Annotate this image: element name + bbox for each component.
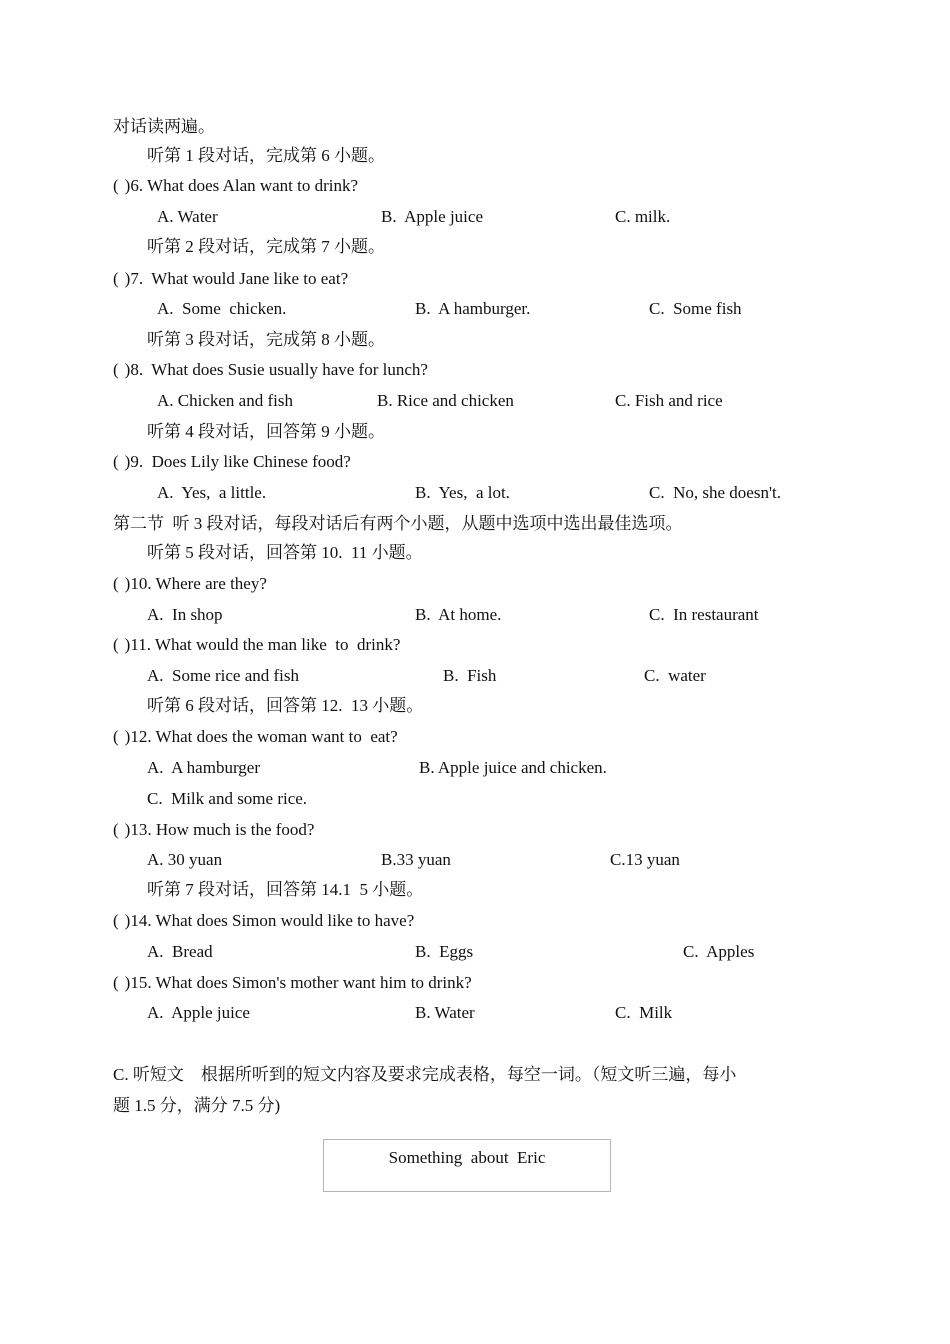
question-11-text: )11. What would the man like to drink? xyxy=(124,635,401,654)
q9-option-a[interactable]: A. Yes, a little. xyxy=(157,483,267,502)
question-9 xyxy=(113,452,351,472)
question-6-text: )6. What does Alan want to drink? xyxy=(124,176,359,195)
q14-option-b[interactable]: B. Eggs xyxy=(415,942,474,961)
answer-paren[interactable]: ( xyxy=(113,635,119,654)
answer-paren[interactable]: ( xyxy=(113,574,119,593)
q6-option-c[interactable]: C. milk. xyxy=(615,207,671,226)
dialog-7-instruction: 听第 7 段对话，回答第 14.1 5 小题。 xyxy=(147,880,424,899)
dialog-4-instruction: 听第 4 段对话，回答第 9 小题。 xyxy=(147,422,385,441)
answer-paren[interactable]: ( xyxy=(113,911,119,930)
part-c-instruction-line-1: C. 听短文 根据所听到的短文内容及要求完成表格，每空一词。（短文听三遍，每小 xyxy=(113,1065,737,1084)
q8-option-b[interactable]: B. Rice and chicken xyxy=(377,391,514,410)
question-13 xyxy=(113,820,314,840)
question-8 xyxy=(113,360,428,380)
q6-option-a[interactable]: A. Water xyxy=(157,207,218,226)
answer-paren[interactable]: ( xyxy=(113,360,119,379)
question-14 xyxy=(113,911,414,931)
q11-option-a[interactable]: A. Some rice and fish xyxy=(147,666,300,685)
q12-option-a[interactable]: A. A hamburger xyxy=(147,758,261,777)
dialog-2-instruction: 听第 2 段对话，完成第 7 小题。 xyxy=(147,237,385,256)
q14-option-c[interactable]: C. Apples xyxy=(683,942,755,961)
question-14-text: )14. What does Simon would like to have? xyxy=(124,911,415,930)
q12-option-b[interactable]: B. Apple juice and chicken. xyxy=(419,758,607,777)
question-7-text: )7. What would Jane like to eat? xyxy=(124,269,349,288)
question-10-text: )10. Where are they? xyxy=(124,574,267,593)
q8-option-a[interactable]: A. Chicken and fish xyxy=(157,391,293,410)
answer-paren[interactable]: ( xyxy=(113,452,119,471)
q10-option-c[interactable]: C. In restaurant xyxy=(649,605,759,624)
q7-option-b[interactable]: B. A hamburger. xyxy=(415,299,531,318)
q10-option-b[interactable]: B. At home. xyxy=(415,605,502,624)
q14-option-a[interactable]: A. Bread xyxy=(147,942,213,961)
q8-option-c[interactable]: C. Fish and rice xyxy=(615,391,723,410)
dialog-1-instruction: 听第 1 段对话，完成第 6 小题。 xyxy=(147,146,385,165)
question-9-text: )9. Does Lily like Chinese food? xyxy=(124,452,351,471)
answer-paren[interactable]: ( xyxy=(113,820,119,839)
question-15 xyxy=(113,973,472,993)
q9-option-c[interactable]: C. No, she doesn't. xyxy=(649,483,781,502)
answer-paren[interactable]: ( xyxy=(113,269,119,288)
q13-option-b[interactable]: B.33 yuan xyxy=(381,850,451,869)
question-11 xyxy=(113,635,400,655)
q15-option-a[interactable]: A. Apple juice xyxy=(147,1003,250,1022)
question-7 xyxy=(113,269,348,289)
question-15-text: )15. What does Simon's mother want him to drink? xyxy=(124,973,472,992)
dialog-3-instruction: 听第 3 段对话，完成第 8 小题。 xyxy=(147,330,385,349)
eric-info-table xyxy=(323,1139,611,1192)
section-2-heading: 第二节 听 3 段对话，每段对话后有两个小题，从题中选项中选出最佳选项。 xyxy=(113,514,683,533)
dialog-6-instruction: 听第 6 段对话，回答第 12. 13 小题。 xyxy=(147,696,424,715)
q6-option-b[interactable]: B. Apple juice xyxy=(381,207,483,226)
q10-option-a[interactable]: A. In shop xyxy=(147,605,223,624)
question-10 xyxy=(113,574,267,594)
part-c-instruction-line-2: 题 1.5 分，满分 7.5 分) xyxy=(113,1096,281,1115)
intro-text: 对话读两遍。 xyxy=(113,117,215,136)
question-12-text: )12. What does the woman want to eat? xyxy=(124,727,398,746)
q11-option-c[interactable]: C. water xyxy=(644,666,706,685)
q9-option-b[interactable]: B. Yes, a lot. xyxy=(415,483,510,502)
dialog-5-instruction: 听第 5 段对话，回答第 10. 11 小题。 xyxy=(147,543,423,562)
q13-option-a[interactable]: A. 30 yuan xyxy=(147,850,223,869)
question-6 xyxy=(113,176,358,196)
q15-option-b[interactable]: B. Water xyxy=(415,1003,475,1022)
q11-option-b[interactable]: B. Fish xyxy=(443,666,497,685)
question-13-text: )13. How much is the food? xyxy=(124,820,315,839)
answer-paren[interactable]: ( xyxy=(113,176,119,195)
q15-option-c[interactable]: C. Milk xyxy=(615,1003,673,1022)
answer-paren[interactable]: ( xyxy=(113,727,119,746)
q13-option-c[interactable]: C.13 yuan xyxy=(610,850,680,869)
q7-option-c[interactable]: C. Some fish xyxy=(649,299,742,318)
question-12 xyxy=(113,727,398,747)
q12-option-c[interactable]: C. Milk and some rice. xyxy=(147,789,308,808)
q7-option-a[interactable]: A. Some chicken. xyxy=(157,299,287,318)
question-8-text: )8. What does Susie usually have for lunch? xyxy=(124,360,428,379)
answer-paren[interactable]: ( xyxy=(113,973,119,992)
table-title: Something about Eric xyxy=(388,1148,546,1167)
